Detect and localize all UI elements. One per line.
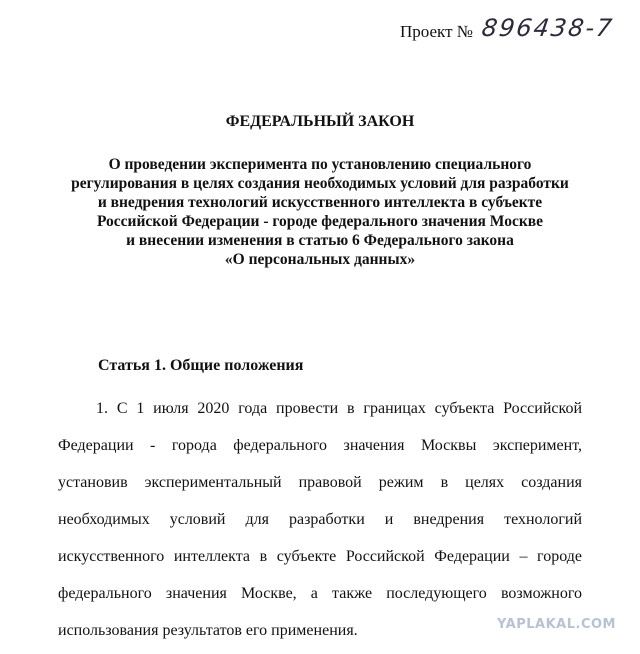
subtitle-line: регулирования в целях создания необходимых условий для разработки (71, 175, 569, 192)
article-heading: Статья 1. Общие положения (98, 357, 304, 374)
subtitle-line: и внесении изменения в статью 6 Федерального закона (126, 232, 514, 249)
article-line: использования результатов его применения. (58, 622, 358, 639)
article-line: необходимых условий для разработки и внедрения технологий (58, 511, 582, 528)
project-number-block (400, 14, 625, 46)
article-line: Федерации - города федерального значения Москвы эксперимент, (58, 437, 582, 454)
article-line: 1. С 1 июля 2020 года провести в границах субъекта Российской (96, 400, 582, 417)
document-title: ФЕДЕРАЛЬНЫЙ ЗАКОН (225, 113, 415, 130)
project-number-handwritten: 896438-7 (480, 14, 616, 42)
subtitle-line: «О персональных данных» (224, 251, 416, 268)
subtitle-line: и внедрения технологий искусственного интеллекта в субъекте (97, 194, 543, 211)
watermark: YAPLAKAL.COM (497, 617, 616, 632)
project-label: Проект № (400, 22, 473, 41)
article-line: федерального значения Москве, а также последующего возможного (58, 585, 582, 602)
article-line: установив экспериментальный правовой режим в целях создания (58, 474, 582, 491)
subtitle-line: О проведении эксперимента по установлению специального (108, 156, 532, 173)
subtitle-line: Российской Федерации - городе федерального значения Москве (96, 213, 544, 230)
article-body (58, 390, 582, 649)
article-line: искусственного интеллекта в субъекте Российской Федерации – городе (58, 548, 582, 565)
document-subtitle (40, 155, 600, 269)
